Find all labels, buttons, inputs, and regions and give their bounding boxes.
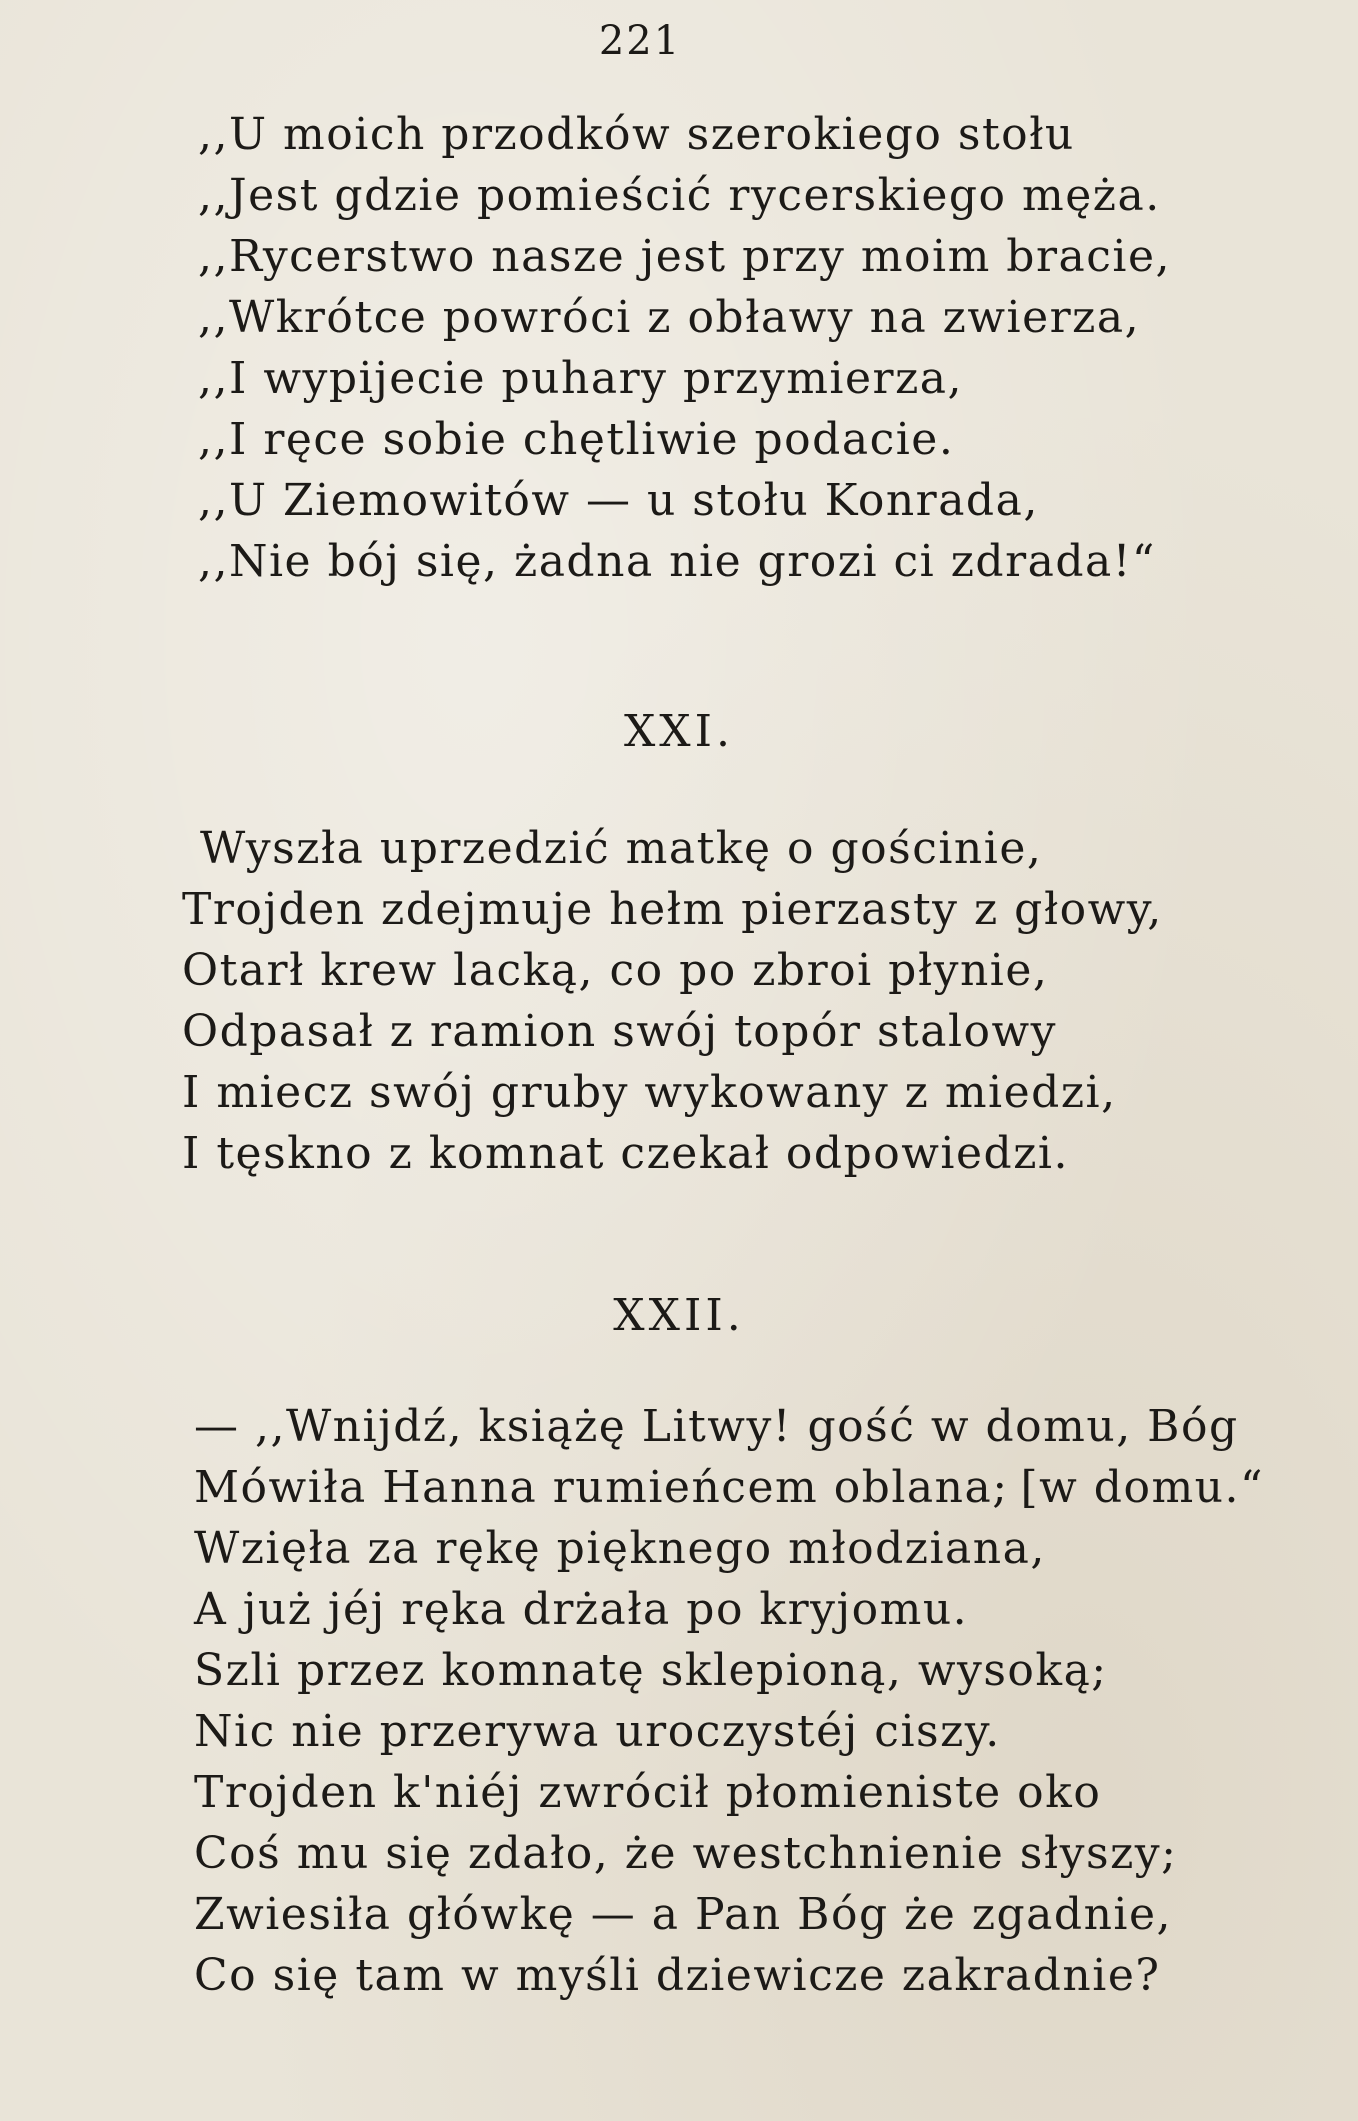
verse-line: Trojden k'niéj zwrócił płomieniste oko <box>194 1767 1102 1818</box>
verse-line: ,,I ręce sobie chętliwie podacie. <box>198 414 955 465</box>
verse-line: I tęskno z komnat czekał odpowiedzi. <box>182 1128 1069 1179</box>
verse-line: Co się tam w myśli dziewicze zakradnie? <box>194 1950 1161 2001</box>
verse-line: ,,I wypijecie puhary przymierza, <box>198 353 963 404</box>
verse-line: Coś mu się zdało, że westchnienie słyszy; <box>194 1828 1178 1879</box>
verse-line: ,,U moich przodków szerokiego stołu <box>198 109 1075 160</box>
verse-line: ,,Wkrótce powróci z obławy na zwierza, <box>198 292 1141 343</box>
verse-line: ,,Nie bój się, żadna nie grozi ci zdrada!“ <box>198 536 1156 587</box>
verse-line: ,,Rycerstwo nasze jest przy moim bracie, <box>198 231 1171 282</box>
verse-line: ,,Jest gdzie pomieścić rycerskiego męża. <box>198 170 1161 221</box>
verse-line-split <box>194 1457 1284 1518</box>
verse-line: A już jéj ręka drżała po kryjomu. <box>194 1584 969 1635</box>
stanza-xxii <box>194 1396 1284 2006</box>
section-heading-xxii: XXII. <box>613 1290 745 1341</box>
verse-line: Odpasał z ramion swój topór stalowy <box>182 1006 1058 1057</box>
stanza-xxi <box>182 818 1272 1184</box>
verse-line-main: Mówiła Hanna rumieńcem oblana; <box>194 1462 1009 1513</box>
verse-line: ,,U Ziemowitów — u stołu Konrada, <box>198 475 1039 526</box>
stanza-xx <box>198 104 1288 592</box>
page-number: 221 <box>598 18 682 64</box>
verse-line: Wyszła uprzedzić matkę o gościnie, <box>200 823 1043 874</box>
verse-line: Otarł krew lacką, co po zbroi płynie, <box>182 945 1049 996</box>
verse-line: Szli przez komnatę sklepioną, wysoką; <box>194 1645 1108 1696</box>
verse-line: Wzięła za rękę pięknego młodziana, <box>194 1523 1046 1574</box>
verse-line-carryover: [w domu.“ <box>1020 1462 1264 1513</box>
verse-line: Trojden zdejmuje hełm pierzasty z głowy, <box>182 884 1163 935</box>
verse-line: Zwiesiła główkę — a Pan Bóg że zgadnie, <box>194 1889 1173 1940</box>
verse-line: I miecz swój gruby wykowany z miedzi, <box>182 1067 1117 1118</box>
section-heading-xxi: XXI. <box>623 706 734 757</box>
verse-line: Nic nie przerywa uroczystéj ciszy. <box>194 1706 1001 1757</box>
verse-line: — ,,Wnijdź, książę Litwy! gość w domu, Bóg <box>194 1401 1239 1452</box>
